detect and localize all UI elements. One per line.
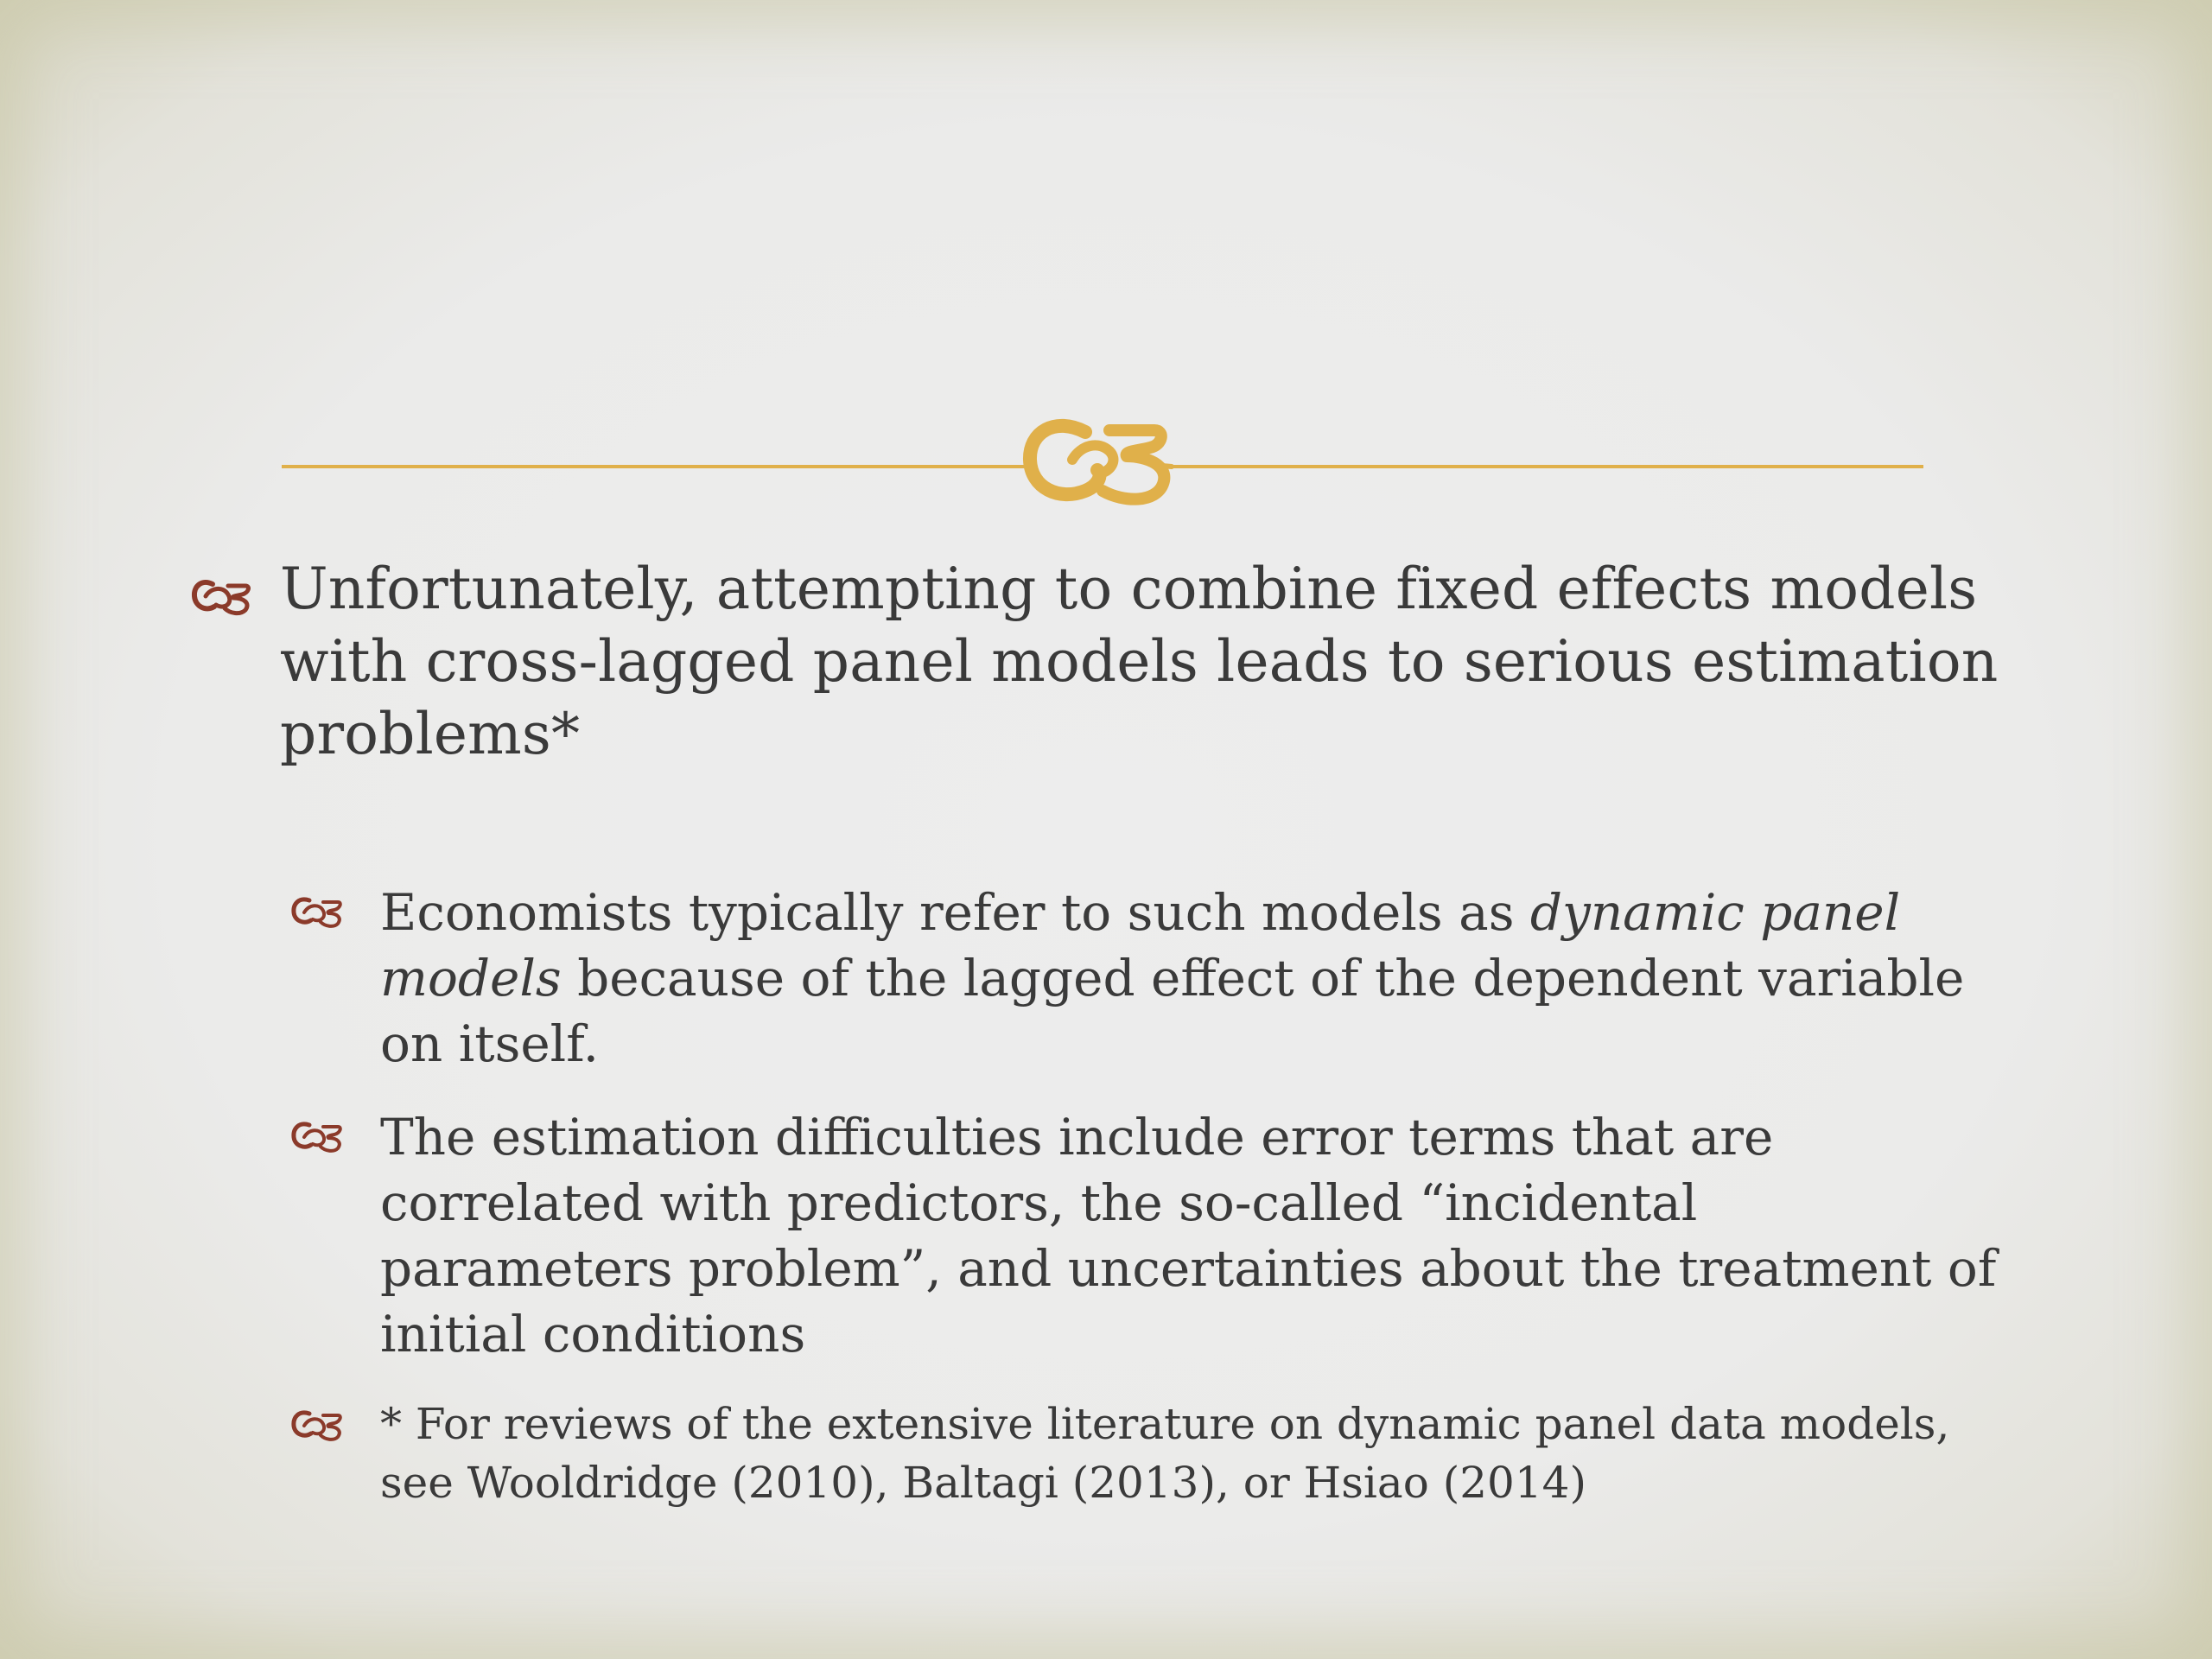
flourish-bullet-icon bbox=[290, 1405, 344, 1445]
sub-bullet-text-before: Economists typically refer to such models as bbox=[380, 883, 1530, 942]
sub-bullet-text: The estimation difficulties include error terms that are correlated with predictors, the so-called “incidental parameters problem”, and uncertainties about the treatment of initial conditions bbox=[380, 1108, 1997, 1363]
footnote-text: * For reviews of the extensive literature on dynamic panel data models, see Wooldridge (2010), Baltagi (2013), or Hsiao (2014) bbox=[380, 1399, 1950, 1508]
flourish-bullet-icon bbox=[290, 1116, 344, 1156]
bullet-text: Unfortunately, attempting to combine fixed effects models with cross-lagged panel models leads to serious estimation problems* bbox=[280, 556, 1999, 767]
sub-bullet-text-after: because of the lagged effect of the dependent variable on itself. bbox=[380, 949, 1965, 1073]
flourish-bullet-icon bbox=[290, 892, 344, 931]
flourish-bullet-icon bbox=[190, 574, 252, 619]
sub-bullet-italic-term: dynamic panel models bbox=[380, 883, 1901, 1007]
sub-bullet-text bbox=[380, 880, 2005, 1077]
